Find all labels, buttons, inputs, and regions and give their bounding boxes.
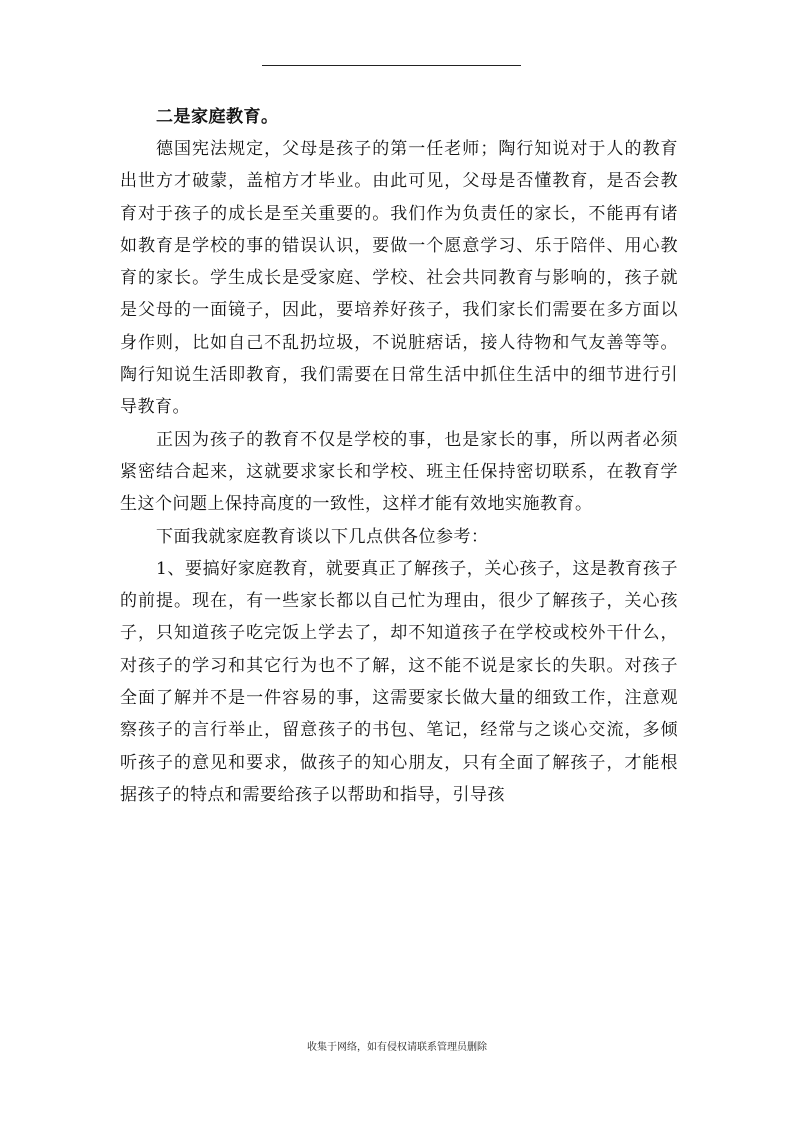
page-footer: 收集于网络，如有侵权请联系管理员删除 [307, 1042, 487, 1053]
header-rule [262, 65, 521, 66]
paragraph-family-education: 德国宪法规定，父母是孩子的第一任老师；陶行知说对于人的教育出世方才破蒙，盖棺方才毕业。由此可见，父母是否懂教育，是否会教育对于孩子的成长是至关重要的。我们作为负责任的家长，不能再有诸如教育是学校的事的错误认识，要做一个愿意学习、乐于陪伴、用心教育的家长。学生成长是受家庭、学校、社会共同教育与影响的，孩子就是父母的一面镜子，因此，要培养好孩子，我们家长们需要在多方面以身作则，比如自己不乱扔垃圾，不说脏痞话，接人待物和气友善等等。陶行知说生活即教育，我们需要在日常生活中抓住生活中的细节进行引导教育。 [120, 139, 678, 418]
section-heading: 二是家庭教育。 [156, 107, 279, 127]
document-body [120, 101, 678, 811]
paragraph-home-school-cooperation: 正因为孩子的教育不仅是学校的事，也是家长的事，所以两者必须紧密结合起来，这就要求家长和学校、班主任保持密切联系，在教育学生这个问题上保持高度的一致性，这样才能有效地实施教育。 [120, 429, 678, 515]
paragraph-point-1: 1、要搞好家庭教育，就要真正了解孩子，关心孩子，这是教育孩子的前提。现在，有一些家长都以自己忙为理由，很少了解孩子，关心孩子，只知道孩子吃完饭上学去了，却不知道孩子在学校或校外干什么，对孩子的学习和其它行为也不了解，这不能不说是家长的失职。对孩子全面了解并不是一件容易的事，这需要家长做大量的细致工作，注意观察孩子的言行举止，留意孩子的书包、笔记，经常与之谈心交流，多倾听孩子的意见和要求，做孩子的知心朋友，只有全面了解孩子，才能根据孩子的特点和需要给孩子以帮助和指导，引导孩 [120, 558, 678, 805]
paragraph-intro-points: 下面我就家庭教育谈以下几点供各位参考： [156, 526, 489, 547]
